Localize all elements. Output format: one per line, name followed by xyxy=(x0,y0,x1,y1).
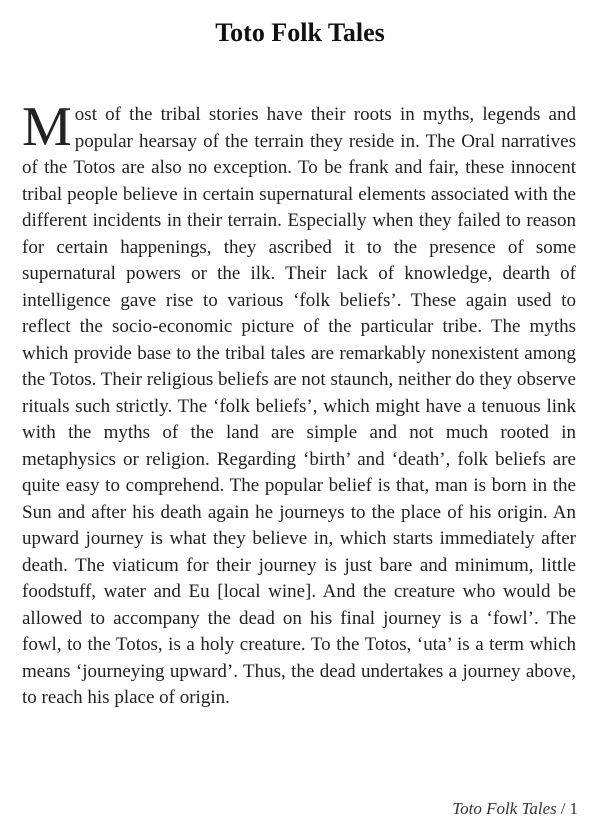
body-paragraph xyxy=(22,96,576,712)
drop-cap-letter: M xyxy=(22,96,72,158)
page-number: 1 xyxy=(569,799,578,818)
footer-separator: / xyxy=(560,799,566,818)
running-footer-title: Toto Folk Tales xyxy=(452,799,557,818)
chapter-title: Toto Folk Tales xyxy=(215,18,385,47)
paragraph-text: ost of the tribal stories have their roots in myths, legends and popular hearsay of the terrain they reside in. The Oral narratives of the Totos are also no exception. To be frank and fair, these innocent tribal people believe in certain supernatural elements associated with the different incidents in their terrain. Especially when they failed to reason for certain happenings, they ascribed it to the presence of some supernatural powers or the ilk. Their lack of knowledge, dearth of intelligence gave rise to various ‘folk beliefs’. These again used to reflect the socio-economic picture of the particular tribe. The myths which provide base to the tribal tales are remarkably nonexistent among the Totos. Their religious beliefs are not staunch, neither do they observe rituals such strictly. The ‘folk beliefs’, which might have a tenuous link with the myths of the land are simple and not much rooted in metaphysics or religion. Regarding ‘birth’ and ‘death’, folk beliefs are quite easy to comprehend. The popular belief is that, man is born in the Sun and after his death again he journeys to the place of his origin. An upward journey is what they believe in, which starts immediately after death. The viaticum for their journey is just bare and minimum, little foodstuff, water and Eu [local wine]. And the creature who would be allowed to accompany the dead on his final journey is a ‘fowl’. The fowl, to the Totos, is a holy creature. To the Totos, ‘uta’ is a term which means ‘journeying upward’. Thus, the dead undertakes a journey above, to reach his place of origin. xyxy=(22,104,576,708)
page-footer xyxy=(452,799,578,819)
